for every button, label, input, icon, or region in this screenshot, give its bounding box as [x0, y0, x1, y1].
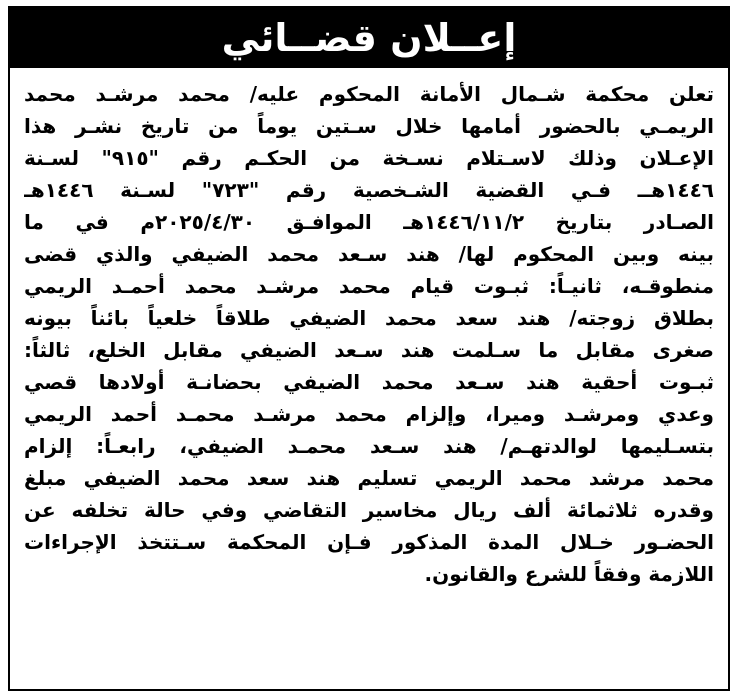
notice-line: بطلاق زوجته/ هند سعد محمد الضيفي طلاقاً خلعياً بائناً بيونه [24, 306, 714, 330]
notice-title: إعــلان قضــائي [221, 16, 517, 60]
notice-body [24, 78, 714, 590]
notice-line: محمد مرشد محمد الريمي تسليم هند سعد محمد الضيفي مبلغ [24, 466, 714, 490]
notice-line: وقدره ثلاثمائة ألف ريال مخاسير التقاضي وفي حالة تخلفه عن [24, 498, 714, 522]
notice-line: منطوقـه، ثانيـاً: ثبـوت قيام محمد مرشـد محمد أحمـد الريمي [24, 274, 714, 298]
notice-line: تعلن محكمة شـمال الأمانة المحكوم عليه/ محمد مرشـد محمد [24, 82, 714, 106]
notice-line: صغرى مقابل ما سـلمت هند سـعد الضيفي مقابل الخلع، ثالثاً: [24, 338, 714, 362]
notice-line: ثبـوت أحقية هند سـعد محمد الضيفي بحضانـة أولادها قصي [24, 370, 714, 394]
notice-line: وعدي ومرشـد وميرا، وإلزام محمد مرشـد محمـد أحمد الريمي [24, 402, 714, 426]
notice-line: الحضـور خـلال المدة المذكور فـإن المحكمة سـتتخذ الإجراءات [24, 530, 714, 554]
notice-line: الريمـي بالحضور أمامها خلال سـتين يوماً من تاريخ نشـر هذا [24, 114, 714, 138]
notice-line-last: اللازمة وفقاً للشرع والقانون. [424, 562, 714, 586]
court-notice [8, 6, 730, 691]
notice-header [10, 8, 728, 68]
notice-line: بتسـليمها لوالدتهـم/ هند سـعد محمـد الضيفي، رابعـاً: إلزام [24, 434, 714, 458]
notice-line: الصـادر بتاريخ ١٤٤٦/١١/٢هـ الموافـق ٢٠٢٥/٤/٣٠م في ما [24, 210, 714, 234]
notice-line: ١٤٤٦هــ فـي القضية الشـخصية رقم "٧٢٣" لسـنة ١٤٤٦هـ [24, 178, 714, 202]
notice-line: بينه وبين المحكوم لها/ هند سـعد محمد الضيفي والذي قضى [24, 242, 714, 266]
notice-line: الإعـلان وذلك لاسـتلام نسـخة من الحكـم رقم "٩١٥" لسـنة [24, 146, 714, 170]
